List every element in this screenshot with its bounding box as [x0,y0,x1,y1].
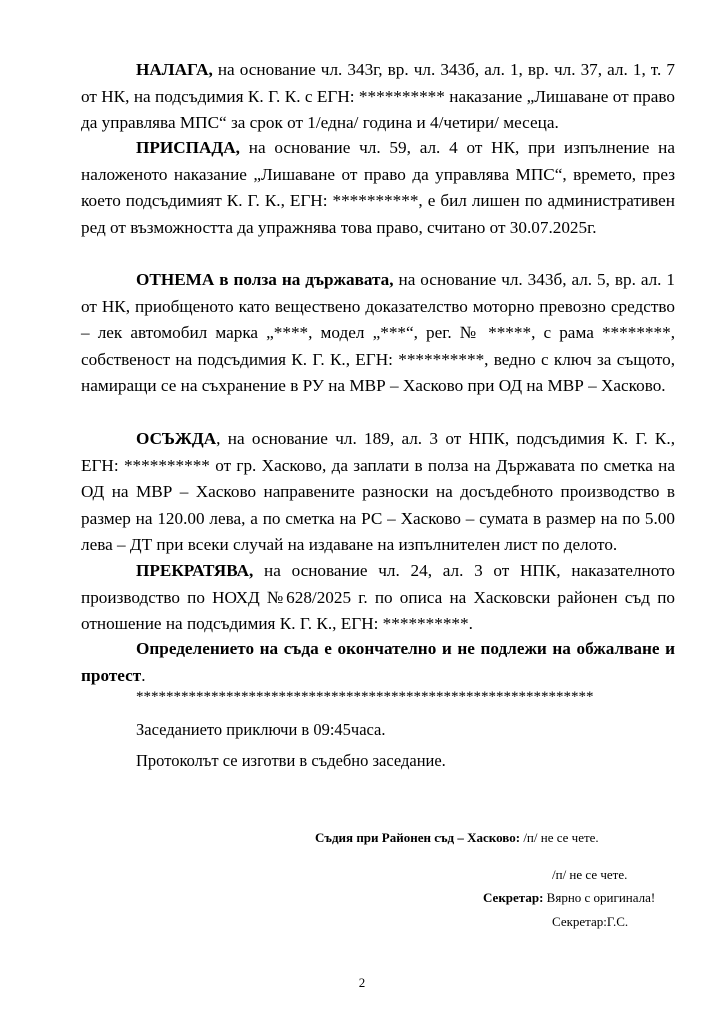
paragraph-nalaga [81,57,675,137]
paragraph-text: на основание чл. 343б, ал. 5, вр. ал. 1 от НК, приобщеното като веществено доказателство моторно превозно средство – лек автомобил марка „****, модел „***“, рег. № *****, с рама ********, собственост на подсъдимия К. Г. К., ЕГН: **********, ведно с ключ за същото, намиращи се на съхранение в РУ на МВР – Хасково при ОД на МВР – Хасково. [81,270,676,395]
final-ruling-text: Определението на съда е окончателно и не подлежи на обжалване и протест [81,639,675,685]
paragraph-text: , на основание чл. 189, ал. 3 от НПК, подсъдимия К. Г. К., ЕГН: ********** от гр. Хасково, да заплати в полза на Държавата по сметка на ОД на МВР – Хасково направените разноски на досъдебното производство в размер на 120.00 лева, а по сметка на РС – Хасково – сумата в размер на по 5.00 лева – ДТ при всеки случай на издаване на изпълнителен лист по делото. [81,429,675,554]
paragraph-text: на основание чл. 59, ал. 4 от НК, при изпълнение на наложеното наказание „Лишаване от право да управлява МПС“, времето, през което подсъдимият К. Г. К., ЕГН: **********, е бил лишен по административен ред от възможността да упражнява това право, считано от 30.07.2025г. [81,138,675,237]
judge-label: Съдия при Районен съд – Хасково: [315,830,521,845]
paragraph-text: на основание чл. 343г, вр. чл. 343б, ал. 1, вр. чл. 37, ал. 1, т. 7 от НК, на подсъдимия К. Г. К. с ЕГН: ********** наказание „Лишаване от право да управлява МПС“ за срок от 1/една/ година и 4/четири/ месеца. [81,60,675,132]
secretary-label: Секретар: [483,890,544,905]
paragraph-lead: ПРЕКРАТЯВА, [136,561,254,580]
secretary-signature [483,890,655,906]
paragraph-lead: НАЛАГА, [136,60,213,79]
paragraph-prekratyava [81,558,675,638]
paragraph-lead: ОТНЕМА в полза на държавата, [136,270,394,289]
paragraph-lead: ОСЪЖДА [136,429,217,448]
protocol-text: Протоколът се изготви в съдебно заседание. [136,751,446,770]
judge-value: /п/ не се чете. [520,830,599,845]
paragraph-lead: ПРИСПАДА, [136,138,240,157]
paragraph-osazhda [81,426,675,559]
paragraph-text: на основание чл. 24, ал. 3 от НПК, наказателното производство по НОХД №628/2025 г. по описа на Хасковски районен съд по отношение на подсъдимия К. Г. К., ЕГН: **********. [81,561,675,633]
separator-line: ************************************************************* [136,689,594,705]
page-number: 2 [358,975,366,990]
judge-signature [315,830,599,846]
paragraph-otnema [81,267,675,400]
secretary-name: Секретар:Г.С. [552,914,629,929]
extra-signature: /п/ не се чете. [552,867,628,882]
secretary-value: Вярно с оригинала! [543,890,656,905]
paragraph-prispada [81,135,675,241]
final-ruling-tail: . [141,665,146,685]
session-ended-text: Заседанието приключи в 09:45часа. [136,720,386,739]
paragraph-final-ruling [81,636,675,689]
